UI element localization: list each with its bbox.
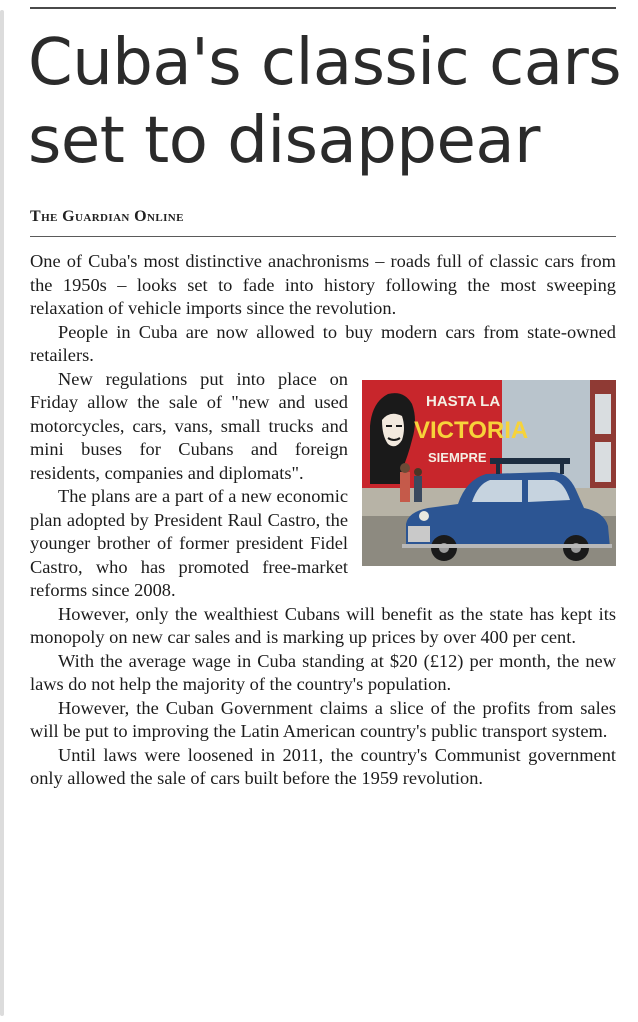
paragraph-2: People in Cuba are now allowed to buy modern cars from state-owned retailers.	[30, 321, 616, 365]
paragraph-6: With the average wage in Cuba standing at $20 (£12) per month, the new laws do not help the majority of the country's population.	[30, 650, 616, 694]
mural-text-siempre: SIEMPRE	[428, 449, 487, 465]
mural-text-hasta-la: HASTA LA	[426, 392, 501, 410]
paragraph-7: However, the Cuban Government claims a slice of the profits from sales will be put to improving the Latin American country's public transport system.	[30, 697, 616, 741]
article-body	[30, 250, 616, 791]
page-edge-shadow	[0, 10, 4, 1016]
source-rule	[30, 236, 616, 237]
paragraph-8: Until laws were loosened in 2011, the country's Communist government only allowed the sale of cars built before the 1959 revolution.	[30, 744, 616, 788]
classic-car-photo	[362, 380, 616, 566]
source-byline: The Guardian Online	[30, 208, 184, 225]
top-rule	[30, 7, 616, 9]
paragraph-4: The plans are a part of a new economic plan adopted by President Raul Castro, the younger brother of former president Fidel Castro, who has promoted free-market reforms since 2008.	[30, 486, 348, 600]
headline: Cuba's classic cars set to disappear	[28, 26, 622, 178]
paragraph-5: However, only the wealthiest Cubans will benefit as the state has kept its monopoly on new car sales and is marking up prices by over 400 per cent.	[30, 603, 616, 647]
paragraph-3: New regulations put into place on Friday allow the sale of "new and used motorcycles, cars, vans, small trucks and mini buses for Cubans and foreign residents, companies and diplomats".	[30, 368, 348, 483]
mural-text-victoria: VICTORIA	[414, 416, 529, 444]
paragraph-1: One of Cuba's most distinctive anachronisms – roads full of classic cars from the 1950s – looks set to fade into history following the most sweeping relaxation of vehicle imports since the revolution.	[30, 251, 616, 318]
